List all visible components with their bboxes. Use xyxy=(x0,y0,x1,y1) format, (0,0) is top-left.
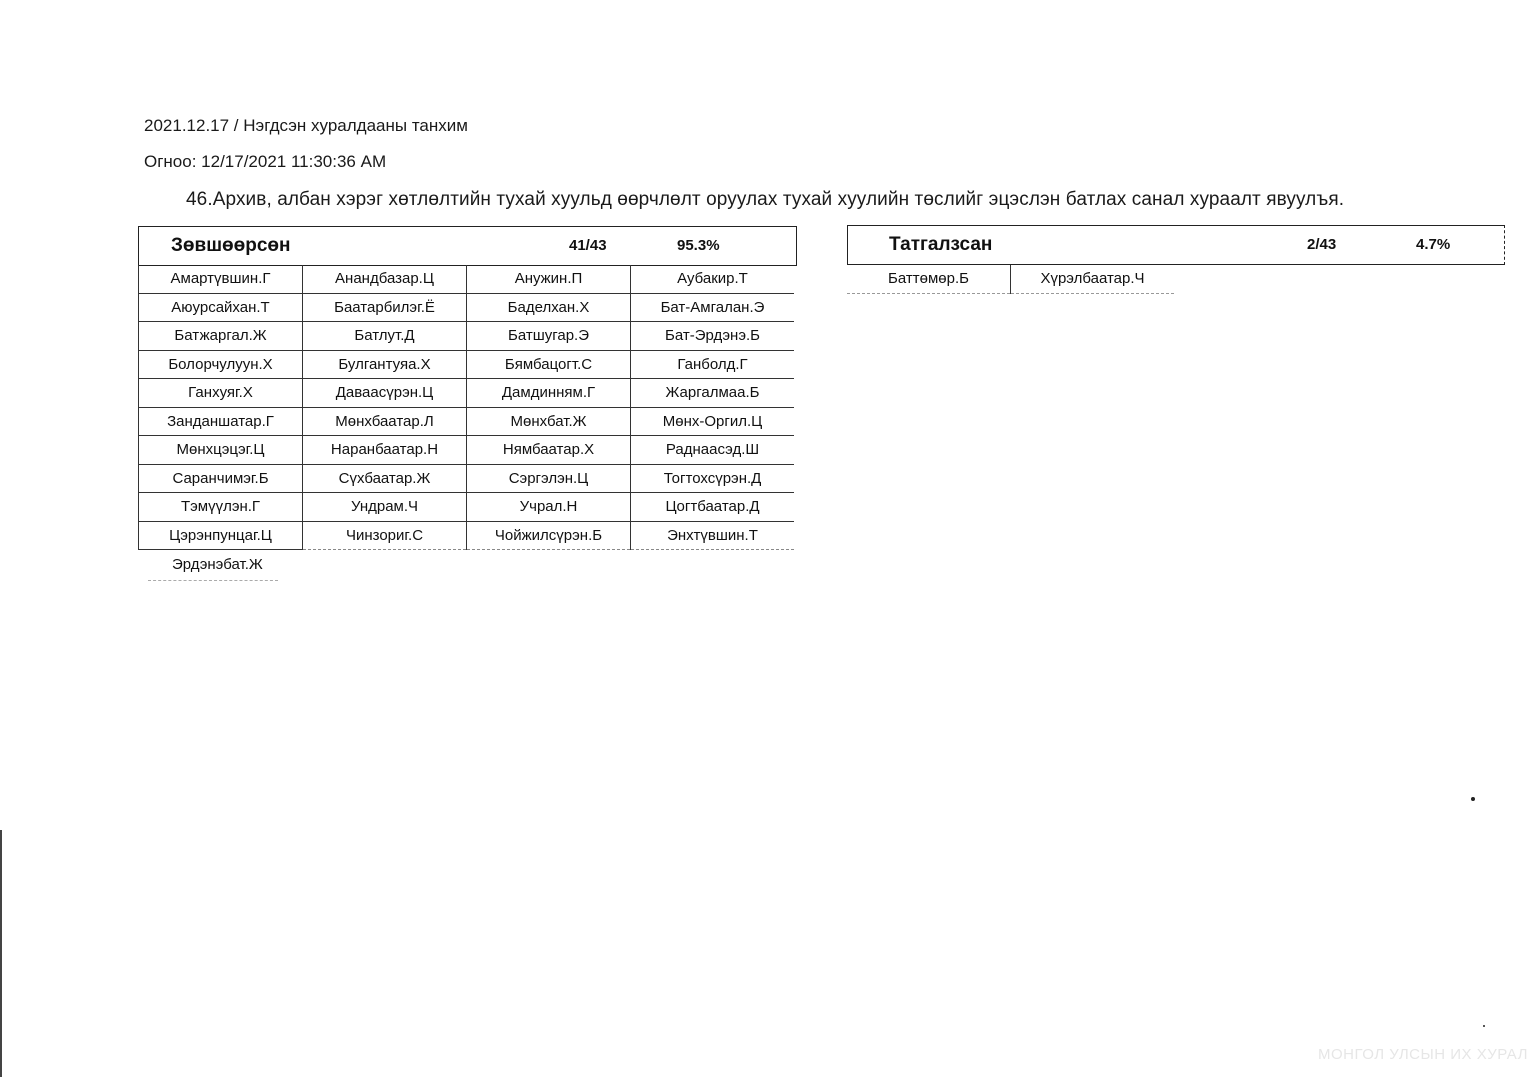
question-text: 46.Архив, албан хэрэг хөтлөлтийн тухай хуульд өөрчлөлт оруулах тухай хуулийн төслийг эцэслэн батлах санал хураалт явуулъя. xyxy=(186,189,1345,210)
member-name: Чинзориг.С xyxy=(303,521,467,550)
session-line: 2021.12.17 / Нэгдсэн хуралдааны танхим xyxy=(144,116,468,135)
member-name: Тэмүүлэн.Г xyxy=(139,493,303,522)
member-name: Ганхуяг.Х xyxy=(139,379,303,408)
member-name: Дамдинням.Г xyxy=(467,379,631,408)
member-name: Болорчулуун.Х xyxy=(139,350,303,379)
member-name: Батшугар.Э xyxy=(467,322,631,351)
table-row xyxy=(139,521,795,550)
member-name: Учрал.Н xyxy=(467,493,631,522)
member-name: Чойжилсүрэн.Б xyxy=(467,521,631,550)
table-row xyxy=(139,493,795,522)
scan-speck xyxy=(1471,797,1475,801)
member-name: Энхтүвшин.Т xyxy=(631,521,795,550)
table-row xyxy=(139,464,795,493)
table-row xyxy=(847,265,1174,293)
member-name: Анандбазар.Ц xyxy=(303,265,467,293)
member-name: Наранбаатар.Н xyxy=(303,436,467,465)
member-name: Батжаргал.Ж xyxy=(139,322,303,351)
member-name: Хүрэлбаатар.Ч xyxy=(1011,265,1175,293)
table-row xyxy=(139,350,795,379)
approved-header xyxy=(138,226,797,266)
member-name: Жаргалмаа.Б xyxy=(631,379,795,408)
member-name: Раднаасэд.Ш xyxy=(631,436,795,465)
member-name: Сүхбаатар.Ж xyxy=(303,464,467,493)
member-name: Мөнхбат.Ж xyxy=(467,407,631,436)
watermark: МОНГОЛ УЛСЫН ИХ ХУРАЛ xyxy=(1318,1046,1528,1063)
member-name: Аубакир.Т xyxy=(631,265,795,293)
table-row xyxy=(139,436,795,465)
member-name: Баделхан.Х xyxy=(467,293,631,322)
rejected-count: 2/43 xyxy=(1307,236,1337,253)
member-name: Булгантуяа.Х xyxy=(303,350,467,379)
member-name: Тогтохсүрэн.Д xyxy=(631,464,795,493)
table-row xyxy=(139,322,795,351)
member-name: Бат-Эрдэнэ.Б xyxy=(631,322,795,351)
table-row xyxy=(139,407,795,436)
rejected-table xyxy=(847,265,1174,294)
rejected-title: Татгалзсан xyxy=(889,234,993,255)
member-name: Ундрам.Ч xyxy=(303,493,467,522)
member-name: Занданшатар.Г xyxy=(139,407,303,436)
table-row xyxy=(139,293,795,322)
member-name: Саранчимэг.Б xyxy=(139,464,303,493)
rejected-percent: 4.7% xyxy=(1416,236,1451,253)
member-name: Мөнхбаатар.Л xyxy=(303,407,467,436)
scan-speck xyxy=(1483,1025,1485,1027)
approved-table xyxy=(138,265,794,550)
approved-count: 41/43 xyxy=(569,237,607,254)
member-name: Баттөмөр.Б xyxy=(847,265,1011,293)
scan-edge xyxy=(0,830,2,1077)
member-name: Аюурсайхан.Т xyxy=(139,293,303,322)
table-row xyxy=(139,379,795,408)
member-name: Батлут.Д xyxy=(303,322,467,351)
member-name: Сэргэлэн.Ц xyxy=(467,464,631,493)
member-name: Мөнх-Оргил.Ц xyxy=(631,407,795,436)
approved-title: Зөвшөөрсөн xyxy=(171,235,291,256)
member-name: Баатарбилэг.Ё xyxy=(303,293,467,322)
member-name: Ганболд.Г xyxy=(631,350,795,379)
member-name: Анужин.П xyxy=(467,265,631,293)
member-name: Цогтбаатар.Д xyxy=(631,493,795,522)
member-name: Амартүвшин.Г xyxy=(139,265,303,293)
table-row xyxy=(139,265,795,293)
member-name: Мөнхцэцэг.Ц xyxy=(139,436,303,465)
member-name: Цэрэнпунцаг.Ц xyxy=(139,521,303,550)
member-name: Бат-Амгалан.Э xyxy=(631,293,795,322)
member-name: Нямбаатар.Х xyxy=(467,436,631,465)
approved-percent: 95.3% xyxy=(677,237,720,254)
member-name: Даваасүрэн.Ц xyxy=(303,379,467,408)
date-line: Огноо: 12/17/2021 11:30:36 AM xyxy=(144,152,387,171)
member-name-extra: Эрдэнэбат.Ж xyxy=(172,556,263,573)
member-name: Бямбацогт.С xyxy=(467,350,631,379)
divider xyxy=(148,580,278,581)
rejected-header xyxy=(847,225,1505,265)
